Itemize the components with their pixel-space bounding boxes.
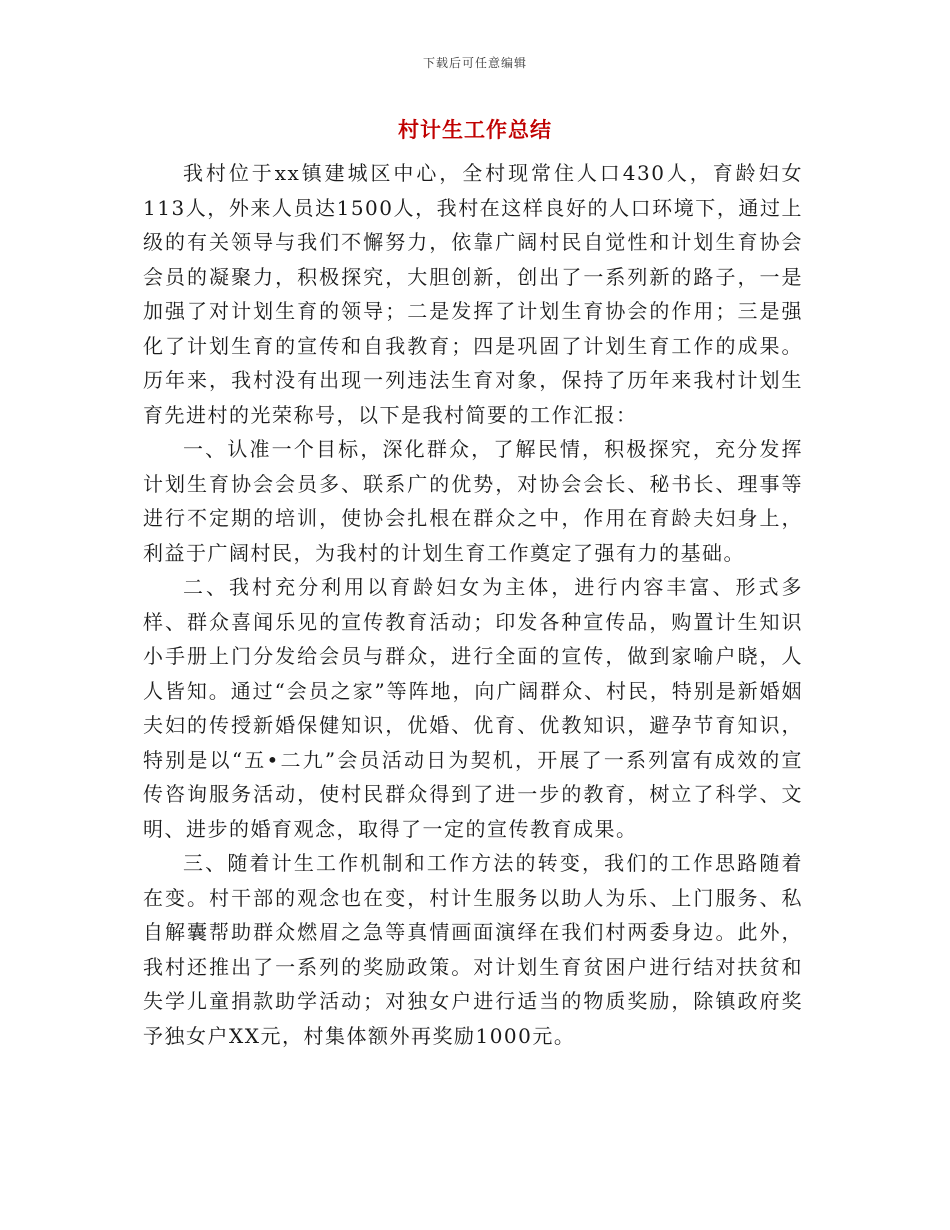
header-note: 下载后可任意编辑: [422, 56, 527, 70]
paragraph-1: 一、认准一个目标，深化群众，了解民情，积极探究，充分发挥计划生育协会会员多、联系广的优势，对协会会长、秘书长、理事等进行不定期的培训，使协会扎根在群众之中，作用在育龄夫妇身上，利益于广阔村民，为我村的计划生育工作奠定了强有力的基础。: [143, 437, 803, 565]
paragraph-intro: 我村位于xx镇建城区中心，全村现常住人口430人，育龄妇女113人，外来人员达1500人，我村在这样良好的人口环境下，通过上级的有关领导与我们不懈努力，依靠广阔村民自觉性和计划生育协会会员的凝聚力，积极探究，大胆创新，创出了一系列新的路子，一是加强了对计划生育的领导；二是发挥了计划生育协会的作用；三是强化了计划生育的宣传和自我教育；四是巩固了计划生育工作的成果。历年来，我村没有出现一列违法生育对象，保持了历年来我村计划生育先进村的光荣称号，以下是我村简要的工作汇报：: [143, 161, 803, 427]
paragraph-2: 二、我村充分利用以育龄妇女为主体，进行内容丰富、形式多样、群众喜闻乐见的宣传教育活动；印发各种宣传品，购置计生知识小手册上门分发给会员与群众，进行全面的宣传，做到家喻户晓，人人皆知。通过“会员之家”等阵地，向广阔群众、村民，特别是新婚姻夫妇的传授新婚保健知识，优婚、优育、优教知识，避孕节育知识，特别是以“五•二九”会员活动日为契机，开展了一系列富有成效的宣传咨询服务活动，使村民群众得到了进一步的教育，树立了科学、文明、进步的婚育观念，取得了一定的宣传教育成果。: [143, 575, 803, 841]
document-body: [143, 156, 803, 1053]
paragraph-3: 三、随着计生工作机制和工作方法的转变，我们的工作思路随着在变。村干部的观念也在变，村计生服务以助人为乐、上门服务、私自解囊帮助群众燃眉之急等真情画面演绎在我们村两委身边。此外，我村还推出了一系列的奖励政策。对计划生育贫困户进行结对扶贫和失学儿童捐款助学活动；对独女户进行适当的物质奖励，除镇政府奖予独女户XX元，村集体额外再奖励1000元。: [143, 851, 803, 1048]
document-title: 村计生工作总结: [398, 117, 552, 142]
